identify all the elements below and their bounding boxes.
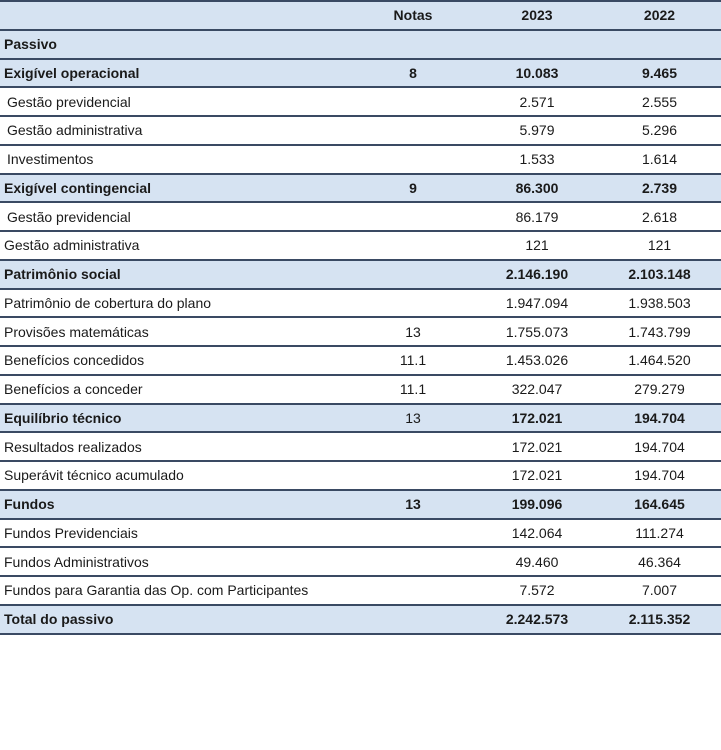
row-label: Gestão administrativa bbox=[0, 231, 350, 260]
row-label: Exigível contingencial bbox=[0, 174, 350, 203]
row-2023: 199.096 bbox=[476, 490, 598, 519]
row-notas: 13 bbox=[350, 317, 476, 346]
row-notas bbox=[350, 547, 476, 576]
row-2022: 2.555 bbox=[598, 87, 721, 116]
row-label: Superávit técnico acumulado bbox=[0, 461, 350, 490]
row-2022: 194.704 bbox=[598, 404, 721, 433]
row-2022: 1.938.503 bbox=[598, 289, 721, 318]
row-2023: 172.021 bbox=[476, 432, 598, 461]
row-label: Gestão administrativa bbox=[0, 116, 350, 145]
row-2022: 2.115.352 bbox=[598, 605, 721, 634]
header-2023: 2023 bbox=[476, 1, 598, 30]
row-2022 bbox=[598, 30, 721, 59]
row-notas: 11.1 bbox=[350, 346, 476, 375]
table-row bbox=[0, 289, 721, 318]
table-row bbox=[0, 461, 721, 490]
row-2023: 322.047 bbox=[476, 375, 598, 404]
row-2023: 121 bbox=[476, 231, 598, 260]
row-notas bbox=[350, 87, 476, 116]
row-2022: 1.464.520 bbox=[598, 346, 721, 375]
row-label: Exigível operacional bbox=[0, 59, 350, 88]
row-2022: 164.645 bbox=[598, 490, 721, 519]
table-row bbox=[0, 174, 721, 203]
row-2022: 2.739 bbox=[598, 174, 721, 203]
row-label: Patrimônio de cobertura do plano bbox=[0, 289, 350, 318]
row-2023: 86.179 bbox=[476, 202, 598, 231]
row-label: Provisões matemáticas bbox=[0, 317, 350, 346]
table-row bbox=[0, 116, 721, 145]
row-notas bbox=[350, 202, 476, 231]
row-2023: 1.755.073 bbox=[476, 317, 598, 346]
row-notas bbox=[350, 145, 476, 174]
row-notas bbox=[350, 289, 476, 318]
row-label: Gestão previdencial bbox=[0, 202, 350, 231]
row-label: Patrimônio social bbox=[0, 260, 350, 289]
row-label: Passivo bbox=[0, 30, 350, 59]
table-row bbox=[0, 490, 721, 519]
header-row bbox=[0, 1, 721, 30]
row-2022: 9.465 bbox=[598, 59, 721, 88]
row-2022: 111.274 bbox=[598, 519, 721, 548]
table-row bbox=[0, 87, 721, 116]
table-row bbox=[0, 576, 721, 605]
row-2023: 5.979 bbox=[476, 116, 598, 145]
row-2022: 279.279 bbox=[598, 375, 721, 404]
row-2023: 172.021 bbox=[476, 461, 598, 490]
row-2022: 194.704 bbox=[598, 432, 721, 461]
row-2023: 172.021 bbox=[476, 404, 598, 433]
row-label: Fundos Previdenciais bbox=[0, 519, 350, 548]
table-row bbox=[0, 260, 721, 289]
header-2022: 2022 bbox=[598, 1, 721, 30]
row-notas bbox=[350, 432, 476, 461]
row-2022: 194.704 bbox=[598, 461, 721, 490]
row-notas bbox=[350, 461, 476, 490]
table-row bbox=[0, 231, 721, 260]
table-row bbox=[0, 145, 721, 174]
row-2023: 1.947.094 bbox=[476, 289, 598, 318]
row-2023: 1.533 bbox=[476, 145, 598, 174]
row-notas bbox=[350, 519, 476, 548]
row-label: Investimentos bbox=[0, 145, 350, 174]
row-label: Equilíbrio técnico bbox=[0, 404, 350, 433]
row-2023 bbox=[476, 30, 598, 59]
header-label bbox=[0, 1, 350, 30]
total-row bbox=[0, 605, 721, 634]
row-label: Benefícios concedidos bbox=[0, 346, 350, 375]
row-label: Resultados realizados bbox=[0, 432, 350, 461]
row-2022: 2.103.148 bbox=[598, 260, 721, 289]
row-2023: 10.083 bbox=[476, 59, 598, 88]
table-row bbox=[0, 317, 721, 346]
row-notas bbox=[350, 231, 476, 260]
row-2022: 46.364 bbox=[598, 547, 721, 576]
row-2022: 7.007 bbox=[598, 576, 721, 605]
row-2022: 1.743.799 bbox=[598, 317, 721, 346]
row-notas bbox=[350, 260, 476, 289]
row-2023: 86.300 bbox=[476, 174, 598, 203]
row-notas: 8 bbox=[350, 59, 476, 88]
row-2022: 5.296 bbox=[598, 116, 721, 145]
row-2023: 49.460 bbox=[476, 547, 598, 576]
row-2023: 7.572 bbox=[476, 576, 598, 605]
header-notas: Notas bbox=[350, 1, 476, 30]
row-notas: 9 bbox=[350, 174, 476, 203]
row-2022: 1.614 bbox=[598, 145, 721, 174]
row-label: Benefícios a conceder bbox=[0, 375, 350, 404]
table-row bbox=[0, 202, 721, 231]
row-2023: 1.453.026 bbox=[476, 346, 598, 375]
table-row bbox=[0, 519, 721, 548]
row-notas: 13 bbox=[350, 490, 476, 519]
row-2022: 121 bbox=[598, 231, 721, 260]
row-label: Fundos para Garantia das Op. com Participantes bbox=[0, 576, 350, 605]
row-label: Gestão previdencial bbox=[0, 87, 350, 116]
table-row bbox=[0, 346, 721, 375]
row-2023: 142.064 bbox=[476, 519, 598, 548]
row-notas bbox=[350, 576, 476, 605]
table-row bbox=[0, 59, 721, 88]
section-row-passivo bbox=[0, 30, 721, 59]
table-row bbox=[0, 375, 721, 404]
row-notas: 11.1 bbox=[350, 375, 476, 404]
table-row bbox=[0, 432, 721, 461]
row-notas bbox=[350, 30, 476, 59]
row-label: Fundos Administrativos bbox=[0, 547, 350, 576]
row-label: Fundos bbox=[0, 490, 350, 519]
table-row bbox=[0, 547, 721, 576]
row-label: Total do passivo bbox=[0, 605, 350, 634]
row-2023: 2.146.190 bbox=[476, 260, 598, 289]
row-2022: 2.618 bbox=[598, 202, 721, 231]
row-2023: 2.242.573 bbox=[476, 605, 598, 634]
row-2023: 2.571 bbox=[476, 87, 598, 116]
table-row bbox=[0, 404, 721, 433]
row-notas: 13 bbox=[350, 404, 476, 433]
row-notas bbox=[350, 605, 476, 634]
row-notas bbox=[350, 116, 476, 145]
